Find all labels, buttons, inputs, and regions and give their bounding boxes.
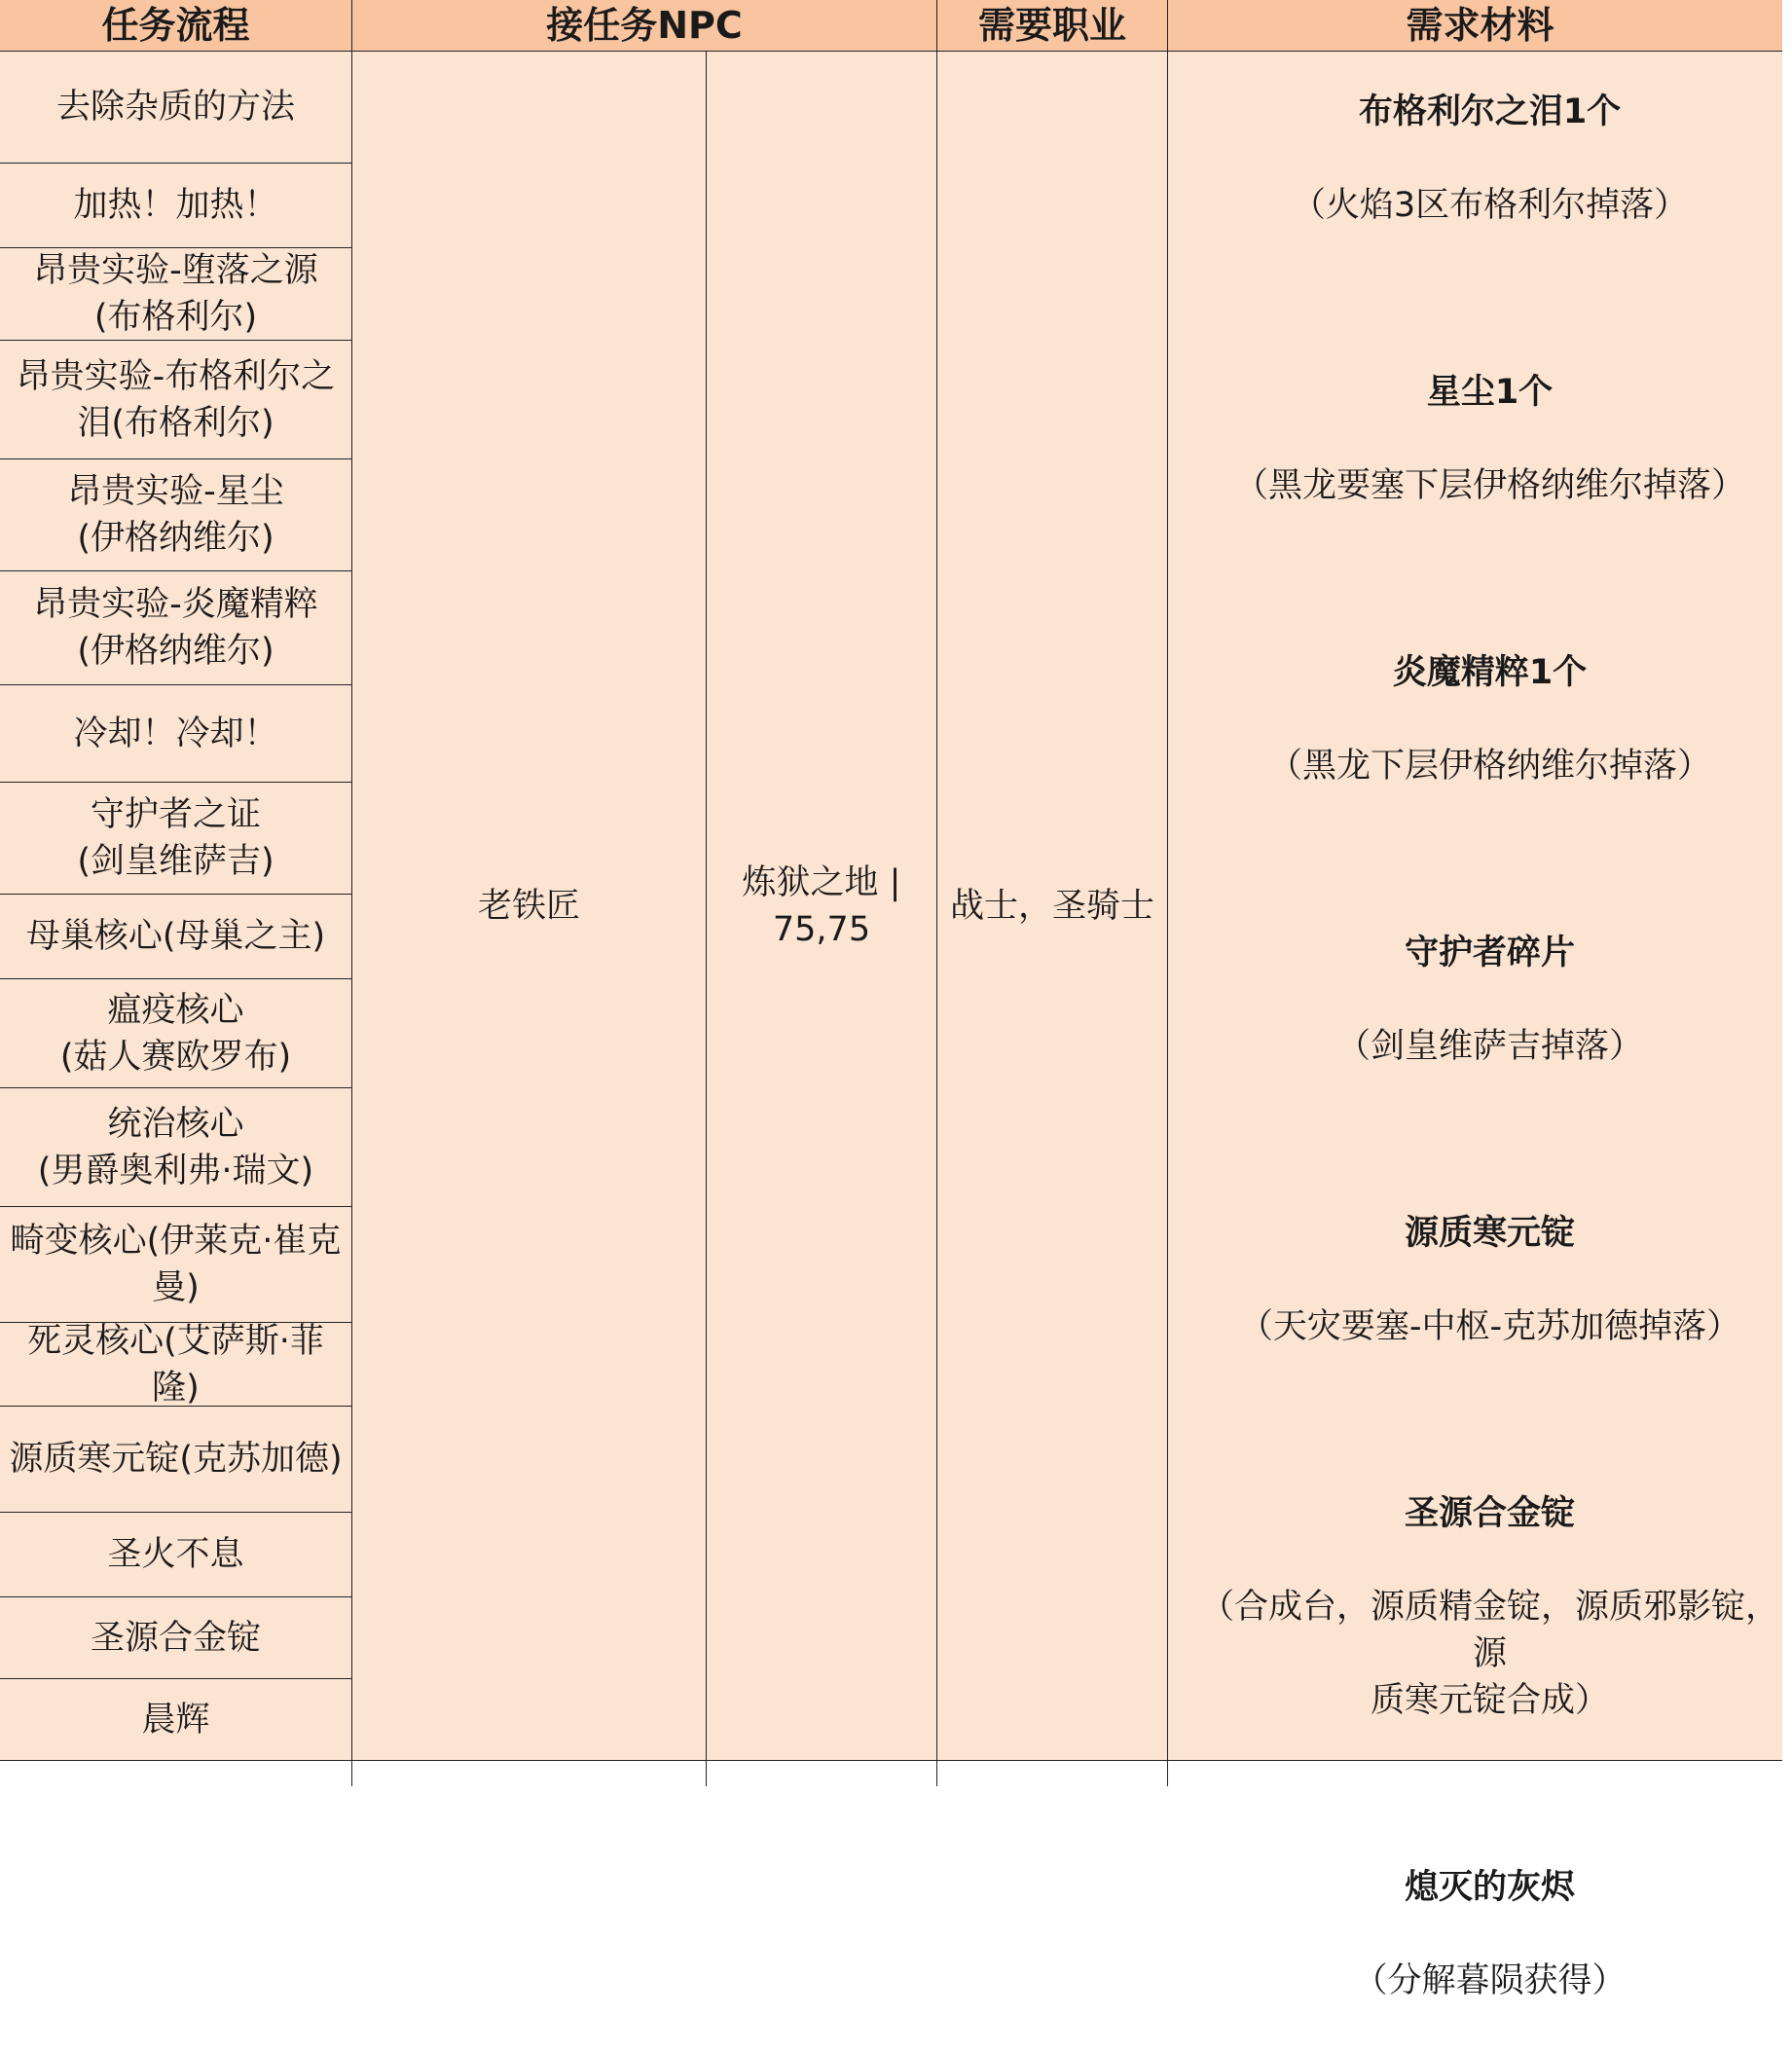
npc-name-cell: 老铁匠 [352, 52, 707, 1761]
material-item [1188, 1444, 1792, 1771]
header-materials: 需求材料 [1168, 0, 1792, 52]
material-source: （黑龙下层伊格纳维尔掉落） [1267, 746, 1711, 786]
material-source: （剑皇维萨吉掉落） [1335, 1026, 1643, 1066]
material-source: （合成台，源质精金锭，源质邪影锭，源 质寒元锭合成） [1199, 1587, 1779, 1720]
material-name: 炎魔精粹1个 [1392, 652, 1588, 692]
required-class-cell: 战士，圣骑士 [937, 52, 1168, 1761]
page-margin [1782, 0, 1792, 1767]
task-cell: 畸变核心(伊莱克·崔克 曼) [0, 1207, 352, 1323]
task-cell: 冷却！冷却！ [0, 685, 352, 783]
task-cell: 加热！加热！ [0, 164, 352, 248]
material-name: 源质寒元锭 [1404, 1213, 1575, 1253]
task-cell: 母巢核心(母巢之主) [0, 895, 352, 979]
task-cell: 昂贵实验-堕落之源 (布格利尔) [0, 248, 352, 341]
material-item [1353, 1817, 1626, 2051]
material-source: （天灾要塞-中枢-克苏加德掉落） [1238, 1306, 1741, 1346]
task-cell: 圣源合金锭 [0, 1597, 352, 1679]
material-name: 熄灭的灰烬 [1404, 1867, 1575, 1907]
table-bottom-edge [352, 1761, 707, 1786]
task-cell: 瘟疫核心 (菇人赛欧罗布) [0, 979, 352, 1088]
material-name: 布格利尔之泪1个 [1358, 92, 1622, 131]
material-source: （黑龙要塞下层伊格纳维尔掉落） [1233, 465, 1745, 505]
table-bottom-edge [0, 1761, 352, 1786]
task-cell: 去除杂质的方法 [0, 52, 352, 164]
table-bottom-edge [1168, 1761, 1792, 1786]
material-item [1239, 1163, 1740, 1397]
material-item [1234, 322, 1745, 556]
table-bottom-edge [707, 1761, 937, 1786]
task-cell: 昂贵实验-星尘 (伊格纳维尔) [0, 459, 352, 571]
task-cell: 昂贵实验-炎魔精粹 (伊格纳维尔) [0, 571, 352, 685]
material-name: 星尘1个 [1426, 372, 1554, 412]
task-cell: 圣火不息 [0, 1513, 352, 1597]
task-cell: 昂贵实验-布格利尔之 泪(布格利尔) [0, 341, 352, 459]
task-cell: 晨辉 [0, 1679, 352, 1761]
material-name: 守护者碎片 [1404, 933, 1575, 972]
task-cell: 守护者之证 (剑皇维萨吉) [0, 783, 352, 895]
material-item [1292, 42, 1688, 275]
header-class: 需要职业 [937, 0, 1168, 52]
material-item [1336, 883, 1643, 1117]
material-item [1268, 603, 1711, 836]
task-cell: 源质寒元锭(克苏加德) [0, 1407, 352, 1513]
material-source: （火焰3区布格利尔掉落） [1291, 185, 1689, 225]
header-npc: 接任务NPC [352, 0, 937, 52]
npc-location-cell: 炼狱之地 | 75,75 [707, 52, 937, 1761]
task-cell: 统治核心 (男爵奥利弗·瑞文) [0, 1088, 352, 1207]
material-source: （分解暮陨获得） [1353, 1960, 1627, 2000]
task-cell: 死灵核心(艾萨斯·菲隆) [0, 1323, 352, 1407]
header-task-flow: 任务流程 [0, 0, 352, 52]
material-name: 圣源合金锭 [1404, 1493, 1575, 1533]
table-bottom-edge [937, 1761, 1168, 1786]
materials-cell [1168, 52, 1792, 2000]
